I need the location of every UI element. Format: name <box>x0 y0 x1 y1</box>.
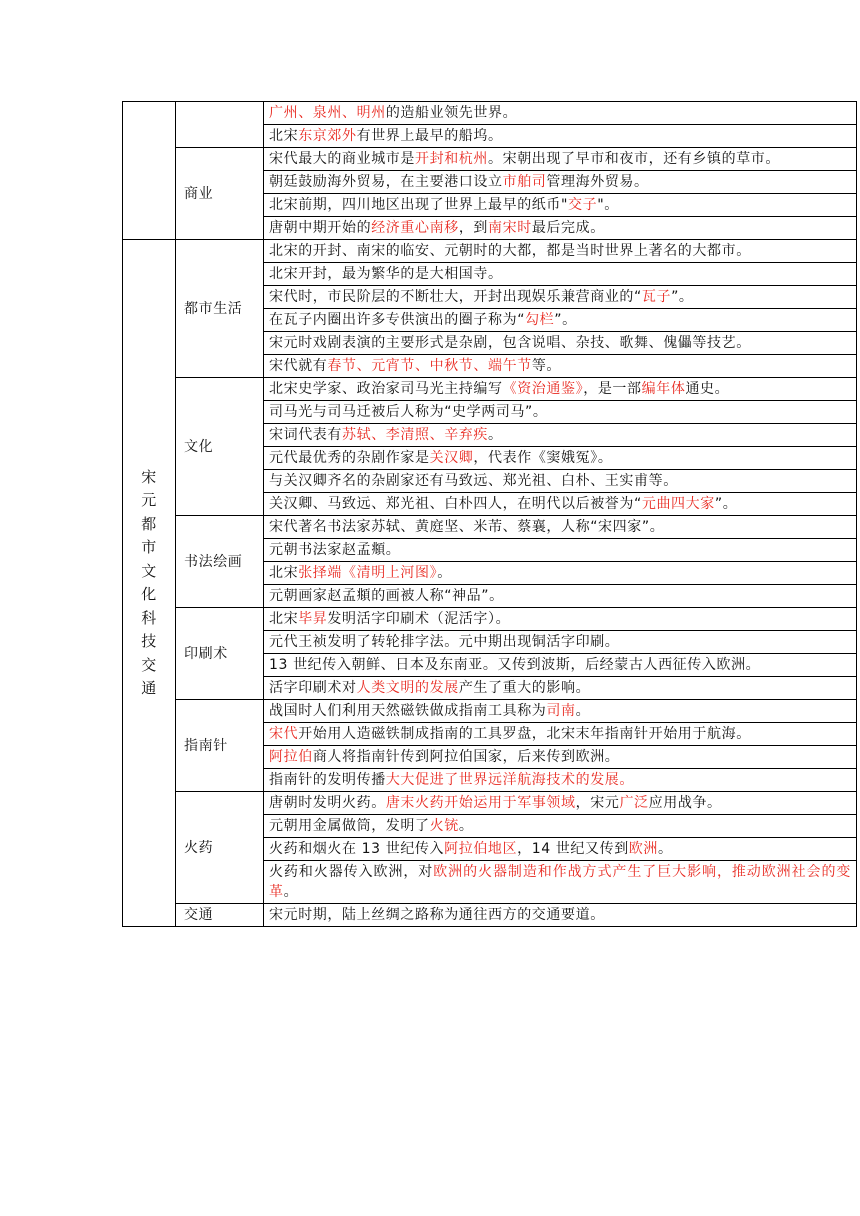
highlighted-text: 唐末火药开始运用于军事领域 <box>385 795 576 811</box>
section-title-cell <box>123 240 176 927</box>
highlighted-text: 毕昇 <box>298 611 328 627</box>
fact-cell <box>264 240 857 263</box>
notes-table-body <box>123 102 857 927</box>
section-title: 宋元都市文化科技交通 <box>141 467 157 697</box>
highlighted-text: 元曲四大家 <box>641 496 715 512</box>
fact-cell <box>264 217 857 240</box>
fact-cell <box>264 677 857 700</box>
fact-text: 宋代著名书法家苏轼、黄庭坚、米芾、蔡襄，人称“宋四家”。 <box>269 519 665 535</box>
fact-text: 等。 <box>531 358 562 374</box>
fact-text: 指南针的发明传播 <box>269 772 386 788</box>
fact-text: ，宋元 <box>575 795 620 811</box>
fact-cell <box>264 424 857 447</box>
category-label: 印刷术 <box>184 645 228 662</box>
fact-text: 。 <box>658 841 673 857</box>
category-cell <box>176 102 264 148</box>
table-row <box>123 240 857 263</box>
fact-cell <box>264 286 857 309</box>
table-row <box>123 904 857 927</box>
fact-text: 在瓦子内圈出许多专供演出的圈子称为“ <box>269 312 526 328</box>
table-row <box>123 700 857 723</box>
highlighted-text: 大大促进了世界远洋航海技术的发展。 <box>385 772 635 788</box>
category-label: 商业 <box>184 185 214 202</box>
highlighted-text: 阿拉伯 <box>269 749 313 765</box>
category-cell <box>176 792 264 904</box>
fact-cell <box>264 815 857 838</box>
fact-text: 。 <box>437 565 452 581</box>
fact-text: 宋词代表有 <box>269 427 342 443</box>
fact-cell <box>264 904 857 927</box>
fact-text: 。宋朝出现了早市和夜市，还有乡镇的草市。 <box>488 151 780 167</box>
fact-text: 。 <box>283 884 299 900</box>
fact-cell <box>264 608 857 631</box>
highlighted-text: 《资治通鉴》 <box>502 381 584 397</box>
fact-text: 宋代时，市民阶层的不断壮大，开封出现娱乐兼营商业的“ <box>269 289 642 305</box>
fact-text: 朝廷鼓励海外贸易，在主要港口设立 <box>269 174 503 190</box>
fact-text: 宋元时戏剧表演的主要形式是杂剧，包含说唱、杂技、歌舞、傀儡等技艺。 <box>269 335 751 351</box>
fact-text: ，到 <box>458 220 489 236</box>
highlighted-text: 南宋时 <box>488 220 532 236</box>
fact-text: 唐朝时发明火药。 <box>269 795 386 811</box>
fact-text: 最后完成。 <box>531 220 605 236</box>
fact-cell <box>264 378 857 401</box>
fact-text: 北宋开封，最为繁华的是大相国寺。 <box>269 266 503 282</box>
fact-cell <box>264 654 857 677</box>
category-cell <box>176 516 264 608</box>
fact-text: ，是一部 <box>583 381 642 397</box>
category-cell <box>176 608 264 700</box>
fact-text: 北宋 <box>269 128 299 144</box>
fact-text: ”。 <box>671 289 694 305</box>
highlighted-text: 关汉卿 <box>429 450 474 466</box>
fact-cell <box>264 585 857 608</box>
highlighted-text: 东京郊外 <box>298 128 357 144</box>
fact-cell <box>264 309 857 332</box>
fact-text: 活字印刷术对 <box>269 680 357 696</box>
highlighted-text: 宋代 <box>269 726 299 742</box>
fact-text: 宋代就有 <box>269 358 328 374</box>
category-cell <box>176 148 264 240</box>
category-label: 书法绘画 <box>184 553 243 570</box>
highlighted-text: 人类文明的发展 <box>356 680 459 696</box>
fact-text: 火药和火器传入欧洲，对 <box>269 864 434 880</box>
fact-cell <box>264 723 857 746</box>
category-label: 指南针 <box>184 737 228 754</box>
fact-text: 北宋的开封、南宋的临安、元朝时的大都，都是当时世界上著名的大都市。 <box>269 243 751 259</box>
highlighted-text: 编年体 <box>641 381 686 397</box>
highlighted-text: 张择端《清明上河图》 <box>298 565 438 581</box>
fact-text: 13 世纪传入朝鲜、日本及东南亚。又传到波斯，后经蒙古人西征传入欧洲。 <box>269 657 761 673</box>
fact-cell <box>264 539 857 562</box>
fact-text: 商人将指南针传到阿拉伯国家，后来传到欧洲。 <box>312 749 620 765</box>
fact-text: ，代表作《窦娥冤》。 <box>473 450 613 466</box>
fact-cell <box>264 148 857 171</box>
fact-cell <box>264 447 857 470</box>
highlighted-text: 苏轼、李清照、辛弃疾 <box>342 427 488 443</box>
fact-text: 宋元时期，陆上丝绸之路称为通往西方的交通要道。 <box>269 907 605 923</box>
fact-text: 宋代最大的商业城市是 <box>269 151 415 167</box>
fact-cell <box>264 332 857 355</box>
highlighted-text: 勾栏 <box>525 312 555 328</box>
category-label: 文化 <box>184 438 214 455</box>
fact-text: 。 <box>488 427 503 443</box>
fact-cell <box>264 263 857 286</box>
fact-text: 开始用人造磁铁制成指南的工具罗盘，北宋末年指南针开始用于航海。 <box>298 726 751 742</box>
fact-cell <box>264 631 857 654</box>
fact-text: 发明活字印刷术（泥活字）。 <box>327 611 511 627</box>
table-row <box>123 516 857 539</box>
fact-cell <box>264 125 857 148</box>
fact-cell <box>264 171 857 194</box>
fact-text: 关汉卿、马致远、郑光祖、白朴四人，在明代以后被誉为“ <box>269 496 642 512</box>
category-label: 交通 <box>184 907 214 923</box>
fact-text: 元朝用金属做筒，发明了 <box>269 818 430 834</box>
highlighted-text: 经济重心南移 <box>371 220 459 236</box>
fact-text: 。 <box>458 818 474 834</box>
fact-text: 应用战争。 <box>648 795 722 811</box>
fact-text: 的造船业领先世界。 <box>385 105 518 121</box>
fact-text: 产生了重大的影响。 <box>458 680 591 696</box>
fact-text: 元朝书法家赵孟頫。 <box>269 542 401 558</box>
fact-cell <box>264 838 857 861</box>
highlighted-text: 欧洲的火器制造和作战方式产生了巨大影响，推动欧洲社会的变革 <box>269 864 851 900</box>
table-row <box>123 378 857 401</box>
fact-cell <box>264 562 857 585</box>
fact-text: 北宋史学家、政治家司马光主持编写 <box>269 381 503 397</box>
fact-cell <box>264 769 857 792</box>
table-row <box>123 608 857 631</box>
fact-text: 北宋 <box>269 611 299 627</box>
fact-cell <box>264 470 857 493</box>
fact-text: 与关汉卿齐名的杂剧家还有马致远、郑光祖、白朴、王实甫等。 <box>269 473 678 489</box>
fact-text: 元代王祯发明了转轮排字法。元中期出现铜活字印刷。 <box>269 634 620 650</box>
fact-text: 战国时人们利用天然磁铁做成指南工具称为 <box>269 703 547 719</box>
fact-cell <box>264 792 857 815</box>
highlighted-text: 司南 <box>546 703 576 719</box>
highlighted-text: 瓦子 <box>641 289 672 305</box>
fact-text: 北宋前期，四川地区出现了世界上最早的纸币" <box>269 197 569 213</box>
fact-text: 。 <box>575 703 591 719</box>
highlighted-text: 火铳 <box>429 818 459 834</box>
highlighted-text: 市舶司 <box>502 174 547 190</box>
fact-text: 火药和烟火在 13 世纪传入 <box>269 841 445 857</box>
fact-cell <box>264 746 857 769</box>
table-row <box>123 792 857 815</box>
category-cell <box>176 700 264 792</box>
category-cell <box>176 904 264 927</box>
fact-text: 唐朝中期开始的 <box>269 220 372 236</box>
fact-text: 元朝画家赵孟頫的画被人称“神品”。 <box>269 588 504 604</box>
category-cell <box>176 240 264 378</box>
fact-cell <box>264 102 857 125</box>
fact-text: ”。 <box>554 312 577 328</box>
category-cell <box>176 378 264 516</box>
fact-cell <box>264 700 857 723</box>
fact-text: 司马光与司马迁被后人称为“史学两司马”。 <box>269 404 548 420</box>
fact-cell <box>264 861 857 904</box>
highlighted-text: 广泛 <box>619 795 649 811</box>
fact-cell <box>264 401 857 424</box>
fact-text: "。 <box>597 197 619 213</box>
fact-text: 元代最优秀的杂剧作家是 <box>269 450 430 466</box>
fact-cell <box>264 355 857 378</box>
fact-text: 管理海外贸易。 <box>546 174 649 190</box>
highlighted-text: 交子 <box>568 197 598 213</box>
fact-cell <box>264 516 857 539</box>
category-label: 火药 <box>184 839 214 856</box>
fact-cell <box>264 194 857 217</box>
fact-text: ”。 <box>714 496 738 512</box>
fact-text: 有世界上最早的船坞。 <box>356 128 503 144</box>
fact-cell <box>264 493 857 516</box>
fact-text: 通史。 <box>685 381 730 397</box>
fact-text: ，14 世纪又传到 <box>517 841 629 857</box>
highlighted-text: 广州、泉州、明州 <box>269 105 386 121</box>
highlighted-text: 阿拉伯地区 <box>444 841 518 857</box>
section-title-cell <box>123 102 176 240</box>
fact-text: 北宋 <box>269 565 299 581</box>
highlighted-text: 开封和杭州 <box>415 151 488 167</box>
highlighted-text: 欧洲 <box>628 841 658 857</box>
highlighted-text: 春节、元宵节、中秋节、端午节 <box>327 358 532 374</box>
notes-table <box>122 101 857 927</box>
table-row <box>123 148 857 171</box>
category-label: 都市生活 <box>184 300 243 317</box>
table-row <box>123 102 857 125</box>
